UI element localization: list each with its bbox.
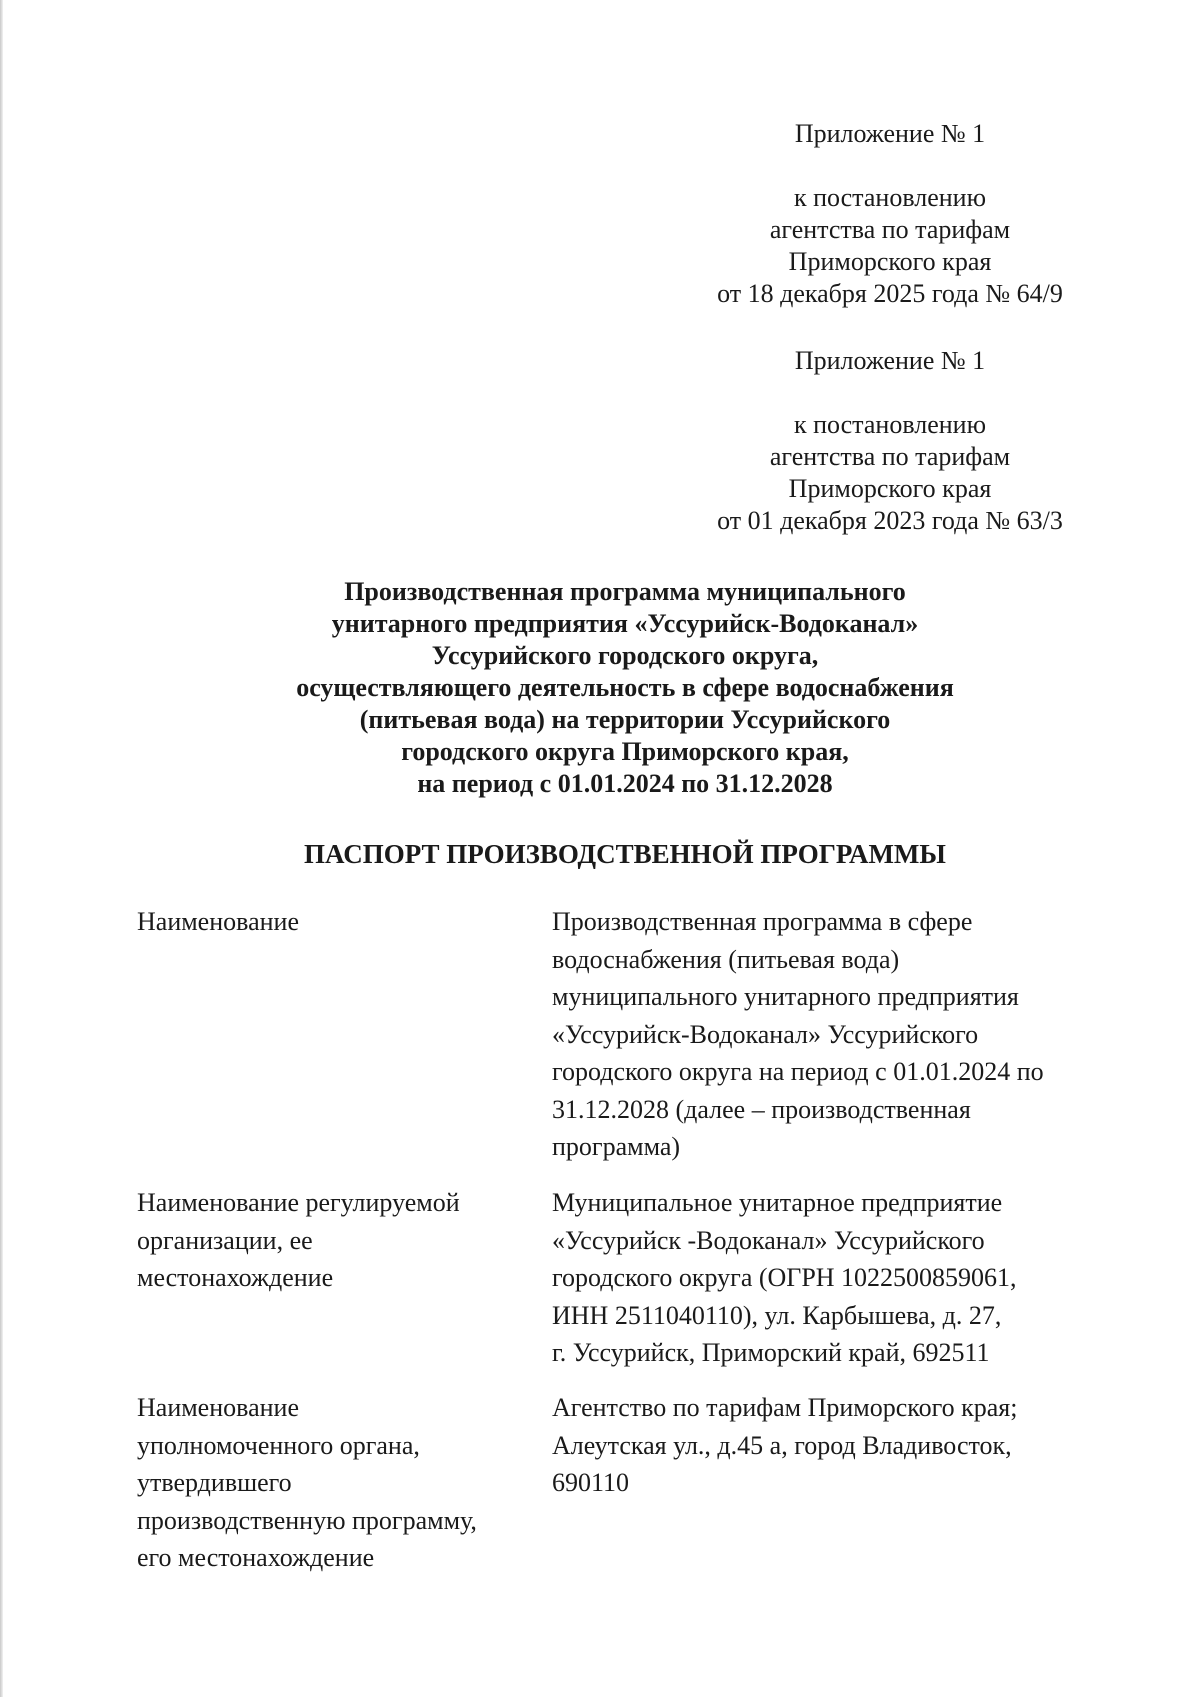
value-line: городского округа (ОГРН 1022500859061,	[552, 1263, 1017, 1292]
value-line: «Уссурийск -Водоканал» Уссурийского	[552, 1225, 985, 1255]
label-line: уполномоченного органа,	[137, 1430, 420, 1460]
appendix-current-date: от 18 декабря 2025 года № 64/9	[717, 279, 1063, 308]
label-line: производственную программу,	[137, 1505, 477, 1535]
appendix-current-line: Приморского края	[788, 247, 992, 276]
document-title-line: унитарного предприятия «Уссурийск-Водоканал»	[331, 609, 919, 638]
label-line: организации, ее	[137, 1225, 313, 1255]
appendix-previous-date: от 01 декабря 2023 года № 63/3	[717, 506, 1063, 535]
appendix-previous-line: к постановлению	[793, 410, 987, 439]
label-line: Наименование	[137, 907, 299, 936]
appendix-current-title: Приложение № 1	[794, 119, 986, 148]
label-line: Наименование регулируемой	[137, 1188, 460, 1217]
value-line: 690110	[552, 1468, 630, 1497]
value-line: Муниципальное унитарное предприятие	[552, 1188, 1003, 1217]
document-title-line: на период с 01.01.2024 по 31.12.2028	[417, 769, 833, 798]
passport-heading: ПАСПОРТ ПРОИЗВОДСТВЕННОЙ ПРОГРАММЫ	[304, 839, 946, 869]
passport-row-label	[137, 903, 527, 941]
value-line: г. Уссурийск, Приморский край, 692511	[552, 1338, 990, 1367]
document-title-line: осуществляющего деятельность в сфере водоснабжения	[296, 673, 954, 702]
passport-row-value	[552, 1184, 1097, 1372]
label-line: утвердившего	[137, 1468, 292, 1497]
appendix-current-line: агентства по тарифам	[769, 215, 1011, 244]
value-line: городского округа на период с 01.01.2024 по	[552, 1057, 1044, 1086]
appendix-previous-title: Приложение № 1	[794, 346, 986, 375]
scan-edge	[0, 0, 3, 1697]
value-line: Производственная программа в сфере	[552, 907, 973, 936]
appendix-current-line: к постановлению	[793, 183, 987, 212]
passport-row-label	[137, 1184, 527, 1297]
label-line: его местонахождение	[137, 1543, 375, 1572]
value-line: Алеутская ул., д.45 а, город Владивосток,	[552, 1430, 1012, 1460]
passport-row-value	[552, 903, 1097, 1166]
value-line: водоснабжения (питьевая вода)	[552, 944, 900, 974]
appendix-previous-block	[700, 345, 1080, 537]
appendix-current-block	[700, 118, 1080, 310]
label-line: Наименование	[137, 1393, 299, 1422]
value-line: Агентство по тарифам Приморского края;	[552, 1393, 1018, 1422]
appendix-previous-line: Приморского края	[788, 474, 992, 503]
passport-row-value	[552, 1389, 1097, 1502]
passport-row-label	[137, 1389, 527, 1577]
document-title-line: Производственная программа муниципального	[344, 577, 906, 606]
document-title-line: Уссурийского городского округа,	[431, 641, 819, 670]
document-title-line: городского округа Приморского края,	[401, 737, 849, 766]
value-line: программа)	[552, 1132, 681, 1161]
value-line: муниципального унитарного предприятия	[552, 982, 1019, 1011]
value-line: «Уссурийск-Водоканал» Уссурийского	[552, 1019, 979, 1049]
document-title-line: (питьевая вода) на территории Уссурийского	[359, 705, 891, 734]
label-line: местонахождение	[137, 1263, 334, 1292]
value-line: 31.12.2028 (далее – производственная	[552, 1094, 971, 1124]
document-title	[200, 576, 1050, 800]
value-line: ИНН 2511040110), ул. Карбышева, д. 27,	[552, 1300, 1002, 1330]
appendix-previous-line: агентства по тарифам	[769, 442, 1011, 471]
